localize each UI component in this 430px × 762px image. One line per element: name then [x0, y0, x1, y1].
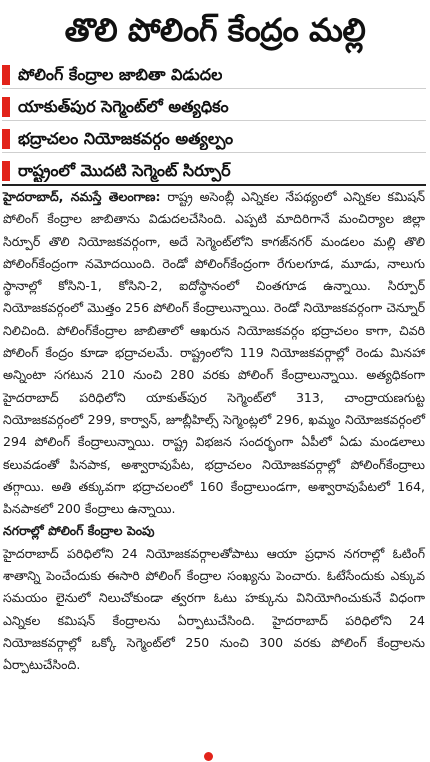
end-mark-icon [204, 752, 213, 761]
subhead-text: రాష్ట్రంలో మొదటి సెగ్మెంట్ సిర్పూర్ [18, 161, 231, 180]
subhead-text: భద్రాచలం నియోజకవర్గం అత్యల్పం [18, 129, 234, 148]
article-body [3, 186, 425, 677]
subhead-text: పోలింగ్ కేంద్రాల జాబితా విడుదల [18, 65, 223, 84]
red-bullet-icon [2, 65, 10, 85]
subhead-list [2, 62, 426, 190]
red-bullet-icon [2, 129, 10, 149]
dateline: హైదరాబాద్, నమస్తే తెలంగాణ: [3, 189, 161, 204]
headline: తొలి పోలింగ్ కేంద్రం మల్లి [64, 11, 366, 49]
subhead-item [2, 126, 426, 153]
paragraph-text: హైదరాబాద్ పరిధిలోని 24 నియోజకవర్గాలతోపాటు ఆయా ప్రధాన నగరాల్లో ఓటింగ్ శాతాన్ని పెంచేందుకు ఈసారి పోలింగ్ కేంద్రాల సంఖ్యను పెంచారు. ఓటేసేందుకు ఎక్కువ సమయం లైనులో నిలుచోకుండా త్వరగా ఓటు హక్కును వినియోగించుకునే విధంగా ఎన్నికల కమిషన్ కేంద్రాలను ఏర్పాటుచేసింది. హైదరాబాద్ పరిధిలోని 24 నియోజకవర్గాల్లో ఒక్కో సెగ్మెంట్‌లో 250 నుంచి 300 వరకు పోలింగ్ కేంద్రాలను ఏర్పాటుచేసింది. [3, 545, 425, 673]
article-paragraph [3, 543, 425, 677]
article-paragraph [3, 186, 425, 520]
subhead-item [2, 62, 426, 89]
subhead-item [2, 158, 426, 185]
paragraph-text: రాష్ట్ర అసెంబ్లీ ఎన్నికల నేపథ్యంలో ఎన్నికల కమిషన్ పోలింగ్ కేంద్రాల జాబితాను విడుదలచేసింది. ఎప్పటి మాదిరిగానే మంచిర్యాల జిల్లా సిర్పూర్ తొలి నియోజకవర్గంగా, అదే సెగ్మెంట్‌లోని కాగజ్‌నగర్ మండలం మల్లి తొలి పోలింగ్‌కేంద్రంగా నమోదయింది. రెండో పోలింగ్‌కేంద్రంగా రేగులగూడ, మూడు, నాలుగు స్థానాల్లో కోసిని-1, కోసిని-2, ఐదోస్థానంలో చింతగూడ ఉన్నాయి. సిర్పూర్ నియోజకవర్గంలో మొత్తం 256 పోలింగ్ కేంద్రాలున్నాయి. రెండో నియోజకవర్గంగా చెన్నూర్ నిలిచింది. పోలింగ్‌కేంద్రాల జాబితాలో ఆఖరున నియోజకవర్గం భద్రాచలం కాగా, చివరి పోలింగ్ కేంద్రం కూడా భద్రాచలమే. రాష్ట్రంలోని 119 నియోజకవర్గాల్లో రెండు మినహా అన్నింటా సగటున 210 నుంచి 280 వరకు పోలింగ్ కేంద్రాలున్నాయి. అత్యధికంగా హైదరాబాద్ పరిధిలోని యాకుత్‌పుర సెగ్మెంట్‌లో 313, చాంద్రాయణగుట్ట నియోజకవర్గంలో 299, కార్వాన్, జూబ్లీహిల్స్ సెగ్మెంట్లలో 296, ఖమ్మం నియోజకవర్గంలో 294 పోలింగ్ కేంద్రాలున్నాయి. రాష్ట్ర విభజన సందర్భంగా ఏపీలో ఏడు మండలాలు కలువడంతో పినపాక, అశ్వారావుపేట, భద్రాచలం నియోజకవర్గాల్లో పోలింగ్‌కేంద్రాలు తగ్గాయి. అతి తక్కువగా భద్రాచలంలో 160 కేంద్రాలుండగా, అశ్వారావుపేటలో 164, పినపాకలో 200 కేంద్రాలు ఉన్నాయి. [3, 189, 425, 517]
red-bullet-icon [2, 161, 10, 181]
subhead-text: యాకుత్‌పుర సెగ్మెంట్‌లో అత్యధికం [18, 97, 229, 116]
subhead-item [2, 94, 426, 121]
red-bullet-icon [2, 97, 10, 117]
section-heading: నగరాల్లో పోలింగ్ కేంద్రాల పెంపు [3, 523, 155, 539]
